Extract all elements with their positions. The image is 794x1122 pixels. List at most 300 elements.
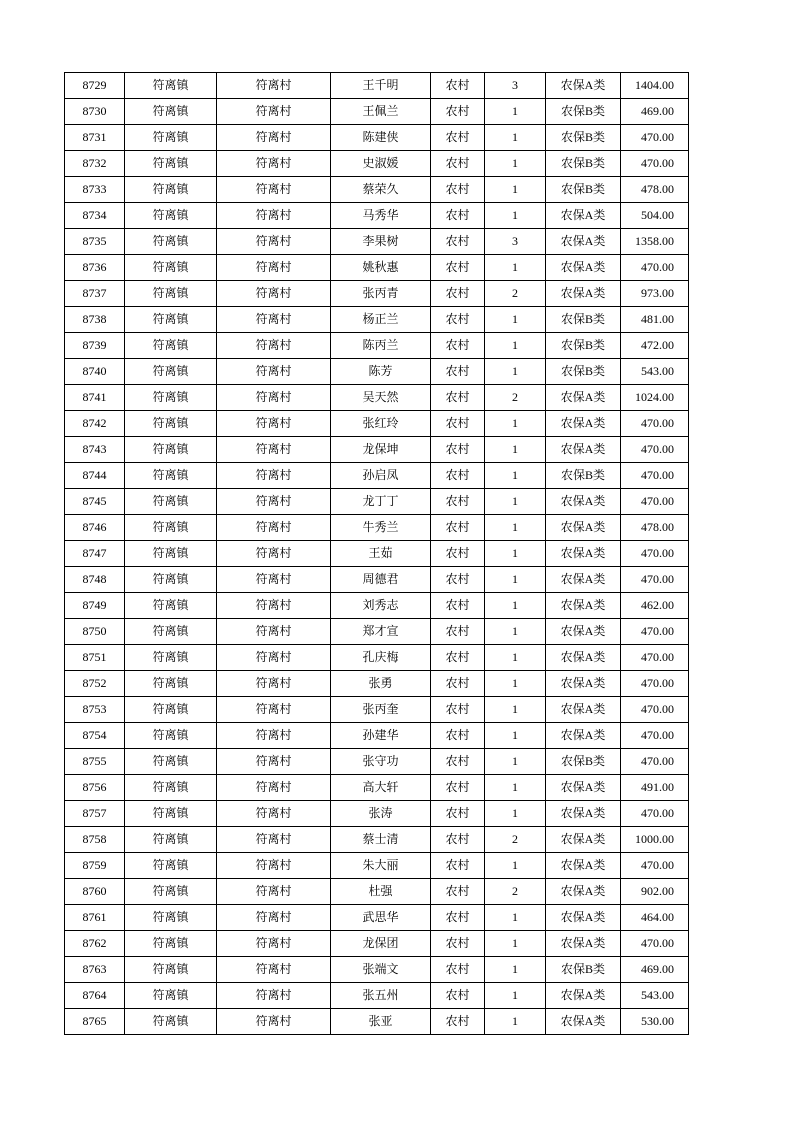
insurance-category-cell: 农保A类	[546, 983, 621, 1009]
table-row	[65, 151, 689, 177]
amount-cell: 902.00	[621, 879, 689, 905]
record-id-cell: 8759	[65, 853, 125, 879]
insurance-category-cell: 农保A类	[546, 853, 621, 879]
town-cell: 符离镇	[125, 333, 217, 359]
person-name-cell: 龙保坤	[331, 437, 431, 463]
village-cell: 符离村	[217, 203, 331, 229]
town-cell: 符离镇	[125, 671, 217, 697]
village-cell: 符离村	[217, 177, 331, 203]
residence-type-cell: 农村	[431, 385, 485, 411]
table-row	[65, 229, 689, 255]
insurance-category-cell: 农保B类	[546, 333, 621, 359]
amount-cell: 462.00	[621, 593, 689, 619]
table-row	[65, 411, 689, 437]
residence-type-cell: 农村	[431, 437, 485, 463]
table-row	[65, 437, 689, 463]
person-name-cell: 朱大丽	[331, 853, 431, 879]
residence-type-cell: 农村	[431, 619, 485, 645]
table-row	[65, 697, 689, 723]
town-cell: 符离镇	[125, 1009, 217, 1035]
person-name-cell: 龙丁丁	[331, 489, 431, 515]
town-cell: 符离镇	[125, 541, 217, 567]
village-cell: 符离村	[217, 697, 331, 723]
residence-type-cell: 农村	[431, 307, 485, 333]
table-row	[65, 619, 689, 645]
town-cell: 符离镇	[125, 801, 217, 827]
town-cell: 符离镇	[125, 177, 217, 203]
person-count-cell: 1	[485, 463, 546, 489]
person-name-cell: 张丙青	[331, 281, 431, 307]
record-id-cell: 8748	[65, 567, 125, 593]
person-count-cell: 2	[485, 827, 546, 853]
table-row	[65, 801, 689, 827]
record-id-cell: 8739	[65, 333, 125, 359]
person-name-cell: 马秀华	[331, 203, 431, 229]
table-row	[65, 307, 689, 333]
person-name-cell: 李果树	[331, 229, 431, 255]
insurance-category-cell: 农保A类	[546, 645, 621, 671]
residence-type-cell: 农村	[431, 463, 485, 489]
person-count-cell: 1	[485, 723, 546, 749]
person-name-cell: 高大轩	[331, 775, 431, 801]
amount-cell: 543.00	[621, 983, 689, 1009]
person-count-cell: 1	[485, 931, 546, 957]
residence-type-cell: 农村	[431, 489, 485, 515]
town-cell: 符离镇	[125, 697, 217, 723]
village-cell: 符离村	[217, 99, 331, 125]
residence-type-cell: 农村	[431, 177, 485, 203]
residence-type-cell: 农村	[431, 697, 485, 723]
person-name-cell: 刘秀志	[331, 593, 431, 619]
town-cell: 符离镇	[125, 983, 217, 1009]
person-count-cell: 1	[485, 697, 546, 723]
town-cell: 符离镇	[125, 645, 217, 671]
village-cell: 符离村	[217, 879, 331, 905]
record-id-cell: 8737	[65, 281, 125, 307]
insurance-category-cell: 农保A类	[546, 567, 621, 593]
insurance-category-cell: 农保A类	[546, 515, 621, 541]
person-name-cell: 王佩兰	[331, 99, 431, 125]
table-row	[65, 905, 689, 931]
record-id-cell: 8764	[65, 983, 125, 1009]
residence-type-cell: 农村	[431, 333, 485, 359]
records-table	[64, 72, 689, 1035]
person-count-cell: 1	[485, 593, 546, 619]
amount-cell: 470.00	[621, 437, 689, 463]
person-count-cell: 1	[485, 359, 546, 385]
amount-cell: 543.00	[621, 359, 689, 385]
residence-type-cell: 农村	[431, 515, 485, 541]
amount-cell: 464.00	[621, 905, 689, 931]
amount-cell: 470.00	[621, 697, 689, 723]
residence-type-cell: 农村	[431, 645, 485, 671]
amount-cell: 478.00	[621, 177, 689, 203]
amount-cell: 1000.00	[621, 827, 689, 853]
record-id-cell: 8736	[65, 255, 125, 281]
village-cell: 符离村	[217, 411, 331, 437]
amount-cell: 470.00	[621, 125, 689, 151]
person-name-cell: 张丙奎	[331, 697, 431, 723]
table-row	[65, 385, 689, 411]
village-cell: 符离村	[217, 723, 331, 749]
record-id-cell: 8755	[65, 749, 125, 775]
person-count-cell: 1	[485, 775, 546, 801]
town-cell: 符离镇	[125, 203, 217, 229]
record-id-cell: 8742	[65, 411, 125, 437]
insurance-category-cell: 农保A类	[546, 489, 621, 515]
amount-cell: 470.00	[621, 723, 689, 749]
insurance-category-cell: 农保B类	[546, 177, 621, 203]
residence-type-cell: 农村	[431, 99, 485, 125]
town-cell: 符离镇	[125, 411, 217, 437]
residence-type-cell: 农村	[431, 411, 485, 437]
village-cell: 符离村	[217, 671, 331, 697]
record-id-cell: 8761	[65, 905, 125, 931]
town-cell: 符离镇	[125, 73, 217, 99]
residence-type-cell: 农村	[431, 827, 485, 853]
insurance-category-cell: 农保A类	[546, 281, 621, 307]
town-cell: 符离镇	[125, 489, 217, 515]
town-cell: 符离镇	[125, 229, 217, 255]
person-name-cell: 张守功	[331, 749, 431, 775]
amount-cell: 470.00	[621, 489, 689, 515]
residence-type-cell: 农村	[431, 567, 485, 593]
person-name-cell: 陈建侠	[331, 125, 431, 151]
insurance-category-cell: 农保B类	[546, 125, 621, 151]
person-name-cell: 姚秋惠	[331, 255, 431, 281]
residence-type-cell: 农村	[431, 775, 485, 801]
table-row	[65, 489, 689, 515]
record-id-cell: 8752	[65, 671, 125, 697]
person-count-cell: 1	[485, 437, 546, 463]
person-name-cell: 张亚	[331, 1009, 431, 1035]
person-count-cell: 1	[485, 567, 546, 593]
insurance-category-cell: 农保A类	[546, 775, 621, 801]
person-name-cell: 王茹	[331, 541, 431, 567]
amount-cell: 481.00	[621, 307, 689, 333]
village-cell: 符离村	[217, 1009, 331, 1035]
insurance-category-cell: 农保A类	[546, 541, 621, 567]
record-id-cell: 8729	[65, 73, 125, 99]
insurance-category-cell: 农保A类	[546, 203, 621, 229]
town-cell: 符离镇	[125, 775, 217, 801]
amount-cell: 470.00	[621, 463, 689, 489]
amount-cell: 973.00	[621, 281, 689, 307]
record-id-cell: 8758	[65, 827, 125, 853]
person-count-cell: 1	[485, 645, 546, 671]
record-id-cell: 8745	[65, 489, 125, 515]
record-id-cell: 8765	[65, 1009, 125, 1035]
town-cell: 符离镇	[125, 827, 217, 853]
table-row	[65, 359, 689, 385]
table-row	[65, 1009, 689, 1035]
village-cell: 符离村	[217, 281, 331, 307]
person-count-cell: 1	[485, 151, 546, 177]
record-id-cell: 8730	[65, 99, 125, 125]
amount-cell: 470.00	[621, 541, 689, 567]
person-name-cell: 杜强	[331, 879, 431, 905]
town-cell: 符离镇	[125, 255, 217, 281]
residence-type-cell: 农村	[431, 931, 485, 957]
residence-type-cell: 农村	[431, 983, 485, 1009]
record-id-cell: 8750	[65, 619, 125, 645]
person-name-cell: 蔡荣久	[331, 177, 431, 203]
town-cell: 符离镇	[125, 359, 217, 385]
record-id-cell: 8763	[65, 957, 125, 983]
village-cell: 符离村	[217, 801, 331, 827]
insurance-category-cell: 农保A类	[546, 905, 621, 931]
record-id-cell: 8741	[65, 385, 125, 411]
town-cell: 符离镇	[125, 957, 217, 983]
person-count-cell: 1	[485, 125, 546, 151]
residence-type-cell: 农村	[431, 723, 485, 749]
amount-cell: 469.00	[621, 99, 689, 125]
village-cell: 符离村	[217, 931, 331, 957]
residence-type-cell: 农村	[431, 879, 485, 905]
amount-cell: 470.00	[621, 645, 689, 671]
records-table-body	[65, 73, 689, 1035]
insurance-category-cell: 农保A类	[546, 229, 621, 255]
residence-type-cell: 农村	[431, 541, 485, 567]
table-row	[65, 281, 689, 307]
person-count-cell: 1	[485, 99, 546, 125]
village-cell: 符离村	[217, 359, 331, 385]
insurance-category-cell: 农保B类	[546, 359, 621, 385]
insurance-category-cell: 农保B类	[546, 307, 621, 333]
insurance-category-cell: 农保B类	[546, 151, 621, 177]
village-cell: 符离村	[217, 983, 331, 1009]
village-cell: 符离村	[217, 541, 331, 567]
person-count-cell: 1	[485, 177, 546, 203]
village-cell: 符离村	[217, 151, 331, 177]
record-id-cell: 8744	[65, 463, 125, 489]
record-id-cell: 8734	[65, 203, 125, 229]
residence-type-cell: 农村	[431, 1009, 485, 1035]
record-id-cell: 8733	[65, 177, 125, 203]
amount-cell: 470.00	[621, 853, 689, 879]
person-count-cell: 3	[485, 229, 546, 255]
record-id-cell: 8753	[65, 697, 125, 723]
village-cell: 符离村	[217, 827, 331, 853]
person-name-cell: 张勇	[331, 671, 431, 697]
person-name-cell: 张五州	[331, 983, 431, 1009]
amount-cell: 1358.00	[621, 229, 689, 255]
insurance-category-cell: 农保A类	[546, 1009, 621, 1035]
residence-type-cell: 农村	[431, 957, 485, 983]
table-row	[65, 827, 689, 853]
village-cell: 符离村	[217, 229, 331, 255]
village-cell: 符离村	[217, 593, 331, 619]
table-row	[65, 541, 689, 567]
residence-type-cell: 农村	[431, 905, 485, 931]
table-row	[65, 255, 689, 281]
table-row	[65, 931, 689, 957]
table-row	[65, 515, 689, 541]
town-cell: 符离镇	[125, 515, 217, 541]
insurance-category-cell: 农保A类	[546, 671, 621, 697]
amount-cell: 469.00	[621, 957, 689, 983]
insurance-category-cell: 农保A类	[546, 697, 621, 723]
residence-type-cell: 农村	[431, 359, 485, 385]
village-cell: 符离村	[217, 463, 331, 489]
person-name-cell: 周德君	[331, 567, 431, 593]
person-name-cell: 武思华	[331, 905, 431, 931]
residence-type-cell: 农村	[431, 203, 485, 229]
person-name-cell: 郑才宣	[331, 619, 431, 645]
insurance-category-cell: 农保A类	[546, 827, 621, 853]
insurance-category-cell: 农保A类	[546, 437, 621, 463]
town-cell: 符离镇	[125, 879, 217, 905]
table-row	[65, 983, 689, 1009]
amount-cell: 470.00	[621, 151, 689, 177]
insurance-category-cell: 农保A类	[546, 801, 621, 827]
record-id-cell: 8756	[65, 775, 125, 801]
town-cell: 符离镇	[125, 853, 217, 879]
record-id-cell: 8732	[65, 151, 125, 177]
person-count-cell: 2	[485, 281, 546, 307]
person-name-cell: 张端文	[331, 957, 431, 983]
table-row	[65, 853, 689, 879]
residence-type-cell: 农村	[431, 749, 485, 775]
residence-type-cell: 农村	[431, 853, 485, 879]
person-count-cell: 1	[485, 255, 546, 281]
table-row	[65, 73, 689, 99]
amount-cell: 470.00	[621, 671, 689, 697]
insurance-category-cell: 农保B类	[546, 99, 621, 125]
residence-type-cell: 农村	[431, 593, 485, 619]
table-row	[65, 723, 689, 749]
person-name-cell: 蔡士清	[331, 827, 431, 853]
person-count-cell: 2	[485, 385, 546, 411]
person-count-cell: 2	[485, 879, 546, 905]
village-cell: 符离村	[217, 515, 331, 541]
person-name-cell: 牛秀兰	[331, 515, 431, 541]
person-name-cell: 张红玲	[331, 411, 431, 437]
table-row	[65, 567, 689, 593]
town-cell: 符离镇	[125, 385, 217, 411]
person-count-cell: 1	[485, 957, 546, 983]
village-cell: 符离村	[217, 385, 331, 411]
village-cell: 符离村	[217, 437, 331, 463]
record-id-cell: 8754	[65, 723, 125, 749]
amount-cell: 470.00	[621, 255, 689, 281]
person-count-cell: 1	[485, 541, 546, 567]
person-count-cell: 1	[485, 411, 546, 437]
insurance-category-cell: 农保A类	[546, 73, 621, 99]
insurance-category-cell: 农保A类	[546, 255, 621, 281]
village-cell: 符离村	[217, 125, 331, 151]
town-cell: 符离镇	[125, 99, 217, 125]
record-id-cell: 8751	[65, 645, 125, 671]
person-name-cell: 孙建华	[331, 723, 431, 749]
insurance-category-cell: 农保A类	[546, 385, 621, 411]
insurance-category-cell: 农保A类	[546, 879, 621, 905]
record-id-cell: 8747	[65, 541, 125, 567]
table-row	[65, 203, 689, 229]
village-cell: 符离村	[217, 853, 331, 879]
person-count-cell: 1	[485, 905, 546, 931]
town-cell: 符离镇	[125, 437, 217, 463]
residence-type-cell: 农村	[431, 801, 485, 827]
insurance-category-cell: 农保A类	[546, 619, 621, 645]
amount-cell: 470.00	[621, 801, 689, 827]
amount-cell: 530.00	[621, 1009, 689, 1035]
table-row	[65, 593, 689, 619]
town-cell: 符离镇	[125, 749, 217, 775]
amount-cell: 478.00	[621, 515, 689, 541]
amount-cell: 470.00	[621, 749, 689, 775]
person-count-cell: 1	[485, 671, 546, 697]
village-cell: 符离村	[217, 307, 331, 333]
person-name-cell: 王千明	[331, 73, 431, 99]
table-row	[65, 645, 689, 671]
table-row	[65, 671, 689, 697]
insurance-category-cell: 农保B类	[546, 749, 621, 775]
residence-type-cell: 农村	[431, 281, 485, 307]
amount-cell: 1404.00	[621, 73, 689, 99]
village-cell: 符离村	[217, 957, 331, 983]
records-table-container	[64, 72, 689, 1035]
person-count-cell: 1	[485, 983, 546, 1009]
town-cell: 符离镇	[125, 723, 217, 749]
town-cell: 符离镇	[125, 567, 217, 593]
village-cell: 符离村	[217, 567, 331, 593]
person-name-cell: 史淑媛	[331, 151, 431, 177]
village-cell: 符离村	[217, 619, 331, 645]
record-id-cell: 8762	[65, 931, 125, 957]
insurance-category-cell: 农保A类	[546, 931, 621, 957]
record-id-cell: 8740	[65, 359, 125, 385]
record-id-cell: 8738	[65, 307, 125, 333]
village-cell: 符离村	[217, 73, 331, 99]
town-cell: 符离镇	[125, 463, 217, 489]
person-count-cell: 1	[485, 515, 546, 541]
person-count-cell: 3	[485, 73, 546, 99]
insurance-category-cell: 农保A类	[546, 593, 621, 619]
town-cell: 符离镇	[125, 151, 217, 177]
amount-cell: 504.00	[621, 203, 689, 229]
amount-cell: 472.00	[621, 333, 689, 359]
record-id-cell: 8746	[65, 515, 125, 541]
amount-cell: 1024.00	[621, 385, 689, 411]
village-cell: 符离村	[217, 775, 331, 801]
record-id-cell: 8731	[65, 125, 125, 151]
insurance-category-cell: 农保B类	[546, 957, 621, 983]
town-cell: 符离镇	[125, 931, 217, 957]
table-row	[65, 333, 689, 359]
town-cell: 符离镇	[125, 593, 217, 619]
record-id-cell: 8760	[65, 879, 125, 905]
amount-cell: 491.00	[621, 775, 689, 801]
person-name-cell: 张涛	[331, 801, 431, 827]
town-cell: 符离镇	[125, 307, 217, 333]
person-count-cell: 1	[485, 853, 546, 879]
insurance-category-cell: 农保B类	[546, 463, 621, 489]
record-id-cell: 8743	[65, 437, 125, 463]
table-row	[65, 463, 689, 489]
town-cell: 符离镇	[125, 905, 217, 931]
person-name-cell: 陈丙兰	[331, 333, 431, 359]
record-id-cell: 8749	[65, 593, 125, 619]
town-cell: 符离镇	[125, 619, 217, 645]
village-cell: 符离村	[217, 905, 331, 931]
village-cell: 符离村	[217, 645, 331, 671]
person-count-cell: 1	[485, 1009, 546, 1035]
table-row	[65, 749, 689, 775]
table-row	[65, 177, 689, 203]
person-name-cell: 龙保团	[331, 931, 431, 957]
amount-cell: 470.00	[621, 567, 689, 593]
